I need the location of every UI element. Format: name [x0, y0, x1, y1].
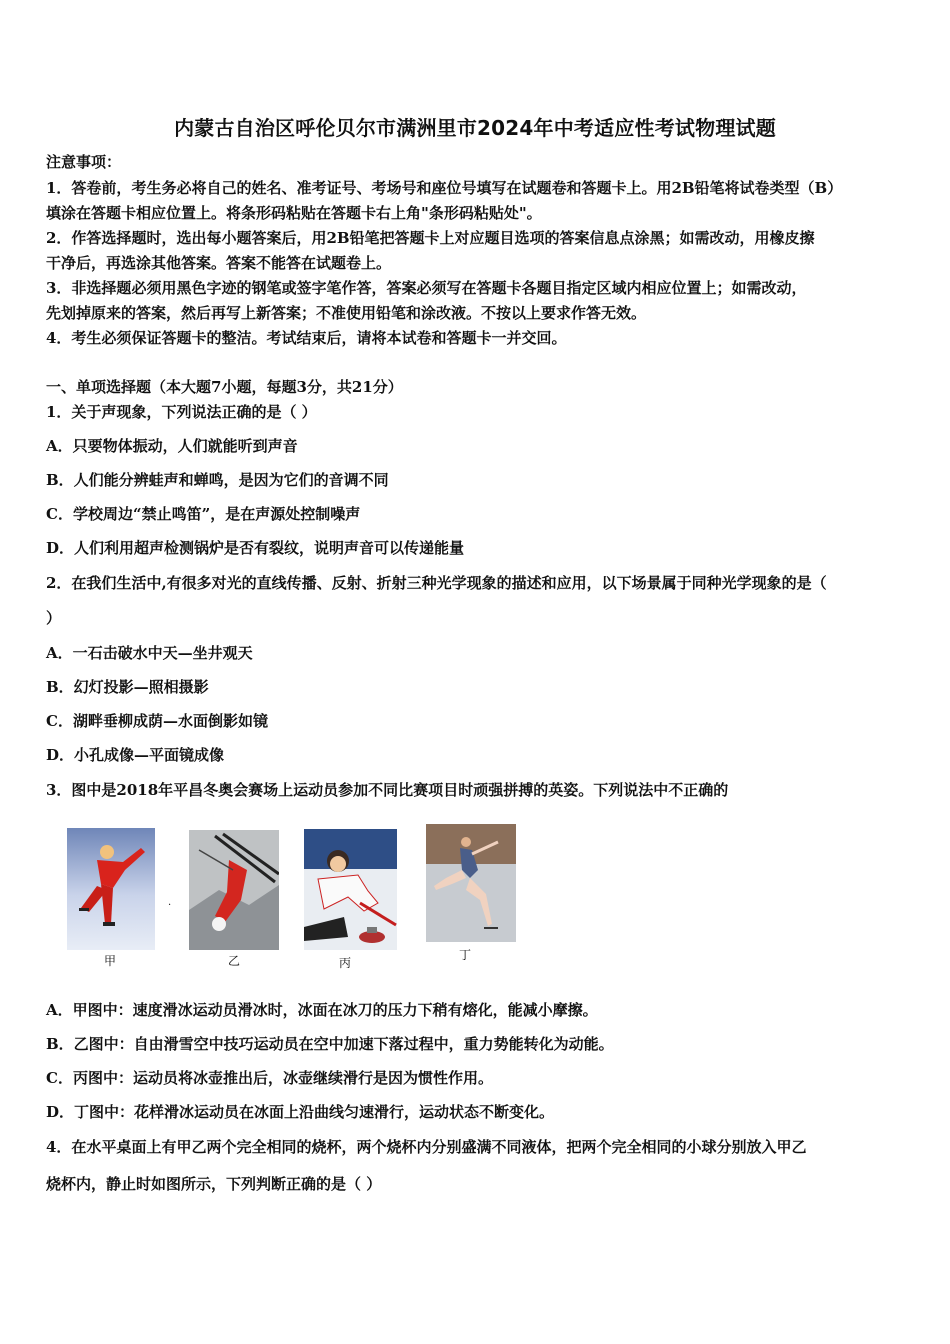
curling-photo: [304, 829, 397, 950]
option-d: D．人们利用超声检测锅炉是否有裂纹，说明声音可以传递能量: [46, 539, 465, 557]
question-3-stem: 3．图中是2018年平昌冬奥会赛场上运动员参加不同比赛项目时顽强拼搏的英姿。下列说法中不正确的: [46, 781, 729, 799]
option-c: C．湖畔垂柳成荫—水面倒影如镜: [46, 712, 268, 730]
aerial-skier-photo: [189, 830, 279, 950]
option-a: A．只要物体振动，人们就能听到声音: [46, 437, 298, 455]
option-d: D．丁图中：花样滑冰运动员在冰面上沿曲线匀速滑行，运动状态不断变化。: [46, 1103, 555, 1121]
option-b: B．幻灯投影—照相摄影: [46, 678, 209, 696]
figure-skater-photo: [426, 824, 516, 942]
notice-line: 填涂在答题卡相应位置上。将条形码粘贴在答题卡右上角"条形码粘贴处"。: [46, 204, 542, 222]
notice-heading: 注意事项：: [46, 153, 122, 171]
option-b: B．人们能分辨蛙声和蝉鸣，是因为它们的音调不同: [46, 471, 389, 489]
question-2-stem: 2．在我们生活中,有很多对光的直线传播、反射、折射三种光学现象的描述和应用，以下场景属于同种光学现象的是（: [46, 574, 827, 592]
speed-skater-photo: [67, 828, 155, 950]
notice-line: 1．答卷前，考生务必将自己的姓名、准考证号、考场号和座位号填写在试题卷和答题卡上。用2B铅笔将试卷类型（B）: [46, 179, 843, 197]
option-a: A．甲图中：速度滑冰运动员滑冰时，冰面在冰刀的压力下稍有熔化，能减小摩擦。: [46, 1001, 598, 1019]
question-2-stem-cont: ）: [46, 609, 62, 627]
option-d: D．小孔成像—平面镜成像: [46, 746, 225, 764]
option-c: C．学校周边“禁止鸣笛”，是在声源处控制噪声: [46, 505, 361, 523]
option-b: B．乙图中：自由滑雪空中技巧运动员在空中加速下落过程中，重力势能转化为动能。: [46, 1035, 614, 1053]
notice-line: 4．考生必须保证答题卡的整洁。考试结束后，请将本试卷和答题卡一并交回。: [46, 329, 567, 347]
notice-line: 2．作答选择题时，选出每小题答案后，用2B铅笔把答题卡上对应题目选项的答案信息点涂黑；如需改动，用橡皮擦: [46, 229, 815, 247]
figure-caption-jia: 甲: [103, 954, 116, 968]
option-c: C．丙图中：运动员将冰壶推出后，冰壶继续滑行是因为惯性作用。: [46, 1069, 493, 1087]
figure-caption-bing: 丙: [338, 956, 351, 970]
question-4-stem: 4．在水平桌面上有甲乙两个完全相同的烧杯，两个烧杯内分别盛满不同液体，把两个完全相同的小球分别放入甲乙: [46, 1138, 807, 1156]
stray-dot: .: [168, 897, 172, 908]
notice-line: 干净后，再选涂其他答案。答案不能答在试题卷上。: [46, 254, 392, 272]
notice-line: 3．非选择题必须用黑色字迹的钢笔或签字笔作答，答案必须写在答题卡各题目指定区域内相应位置上；如需改动，: [46, 279, 807, 297]
question-4-stem-cont: 烧杯内，静止时如图所示，下列判断正确的是（ ）: [46, 1175, 382, 1193]
page-title: 内蒙古自治区呼伦贝尔市满洲里市2024年中考适应性考试物理试题: [174, 116, 776, 140]
figure-caption-yi: 乙: [227, 954, 240, 968]
option-a: A．一石击破水中天—坐井观天: [46, 644, 253, 662]
figure-caption-ding: 丁: [458, 948, 471, 962]
question-1-stem: 1．关于声现象，下列说法正确的是（ ）: [46, 403, 317, 421]
notice-line: 先划掉原来的答案，然后再写上新答案；不准使用铅笔和涂改液。不按以上要求作答无效。: [46, 304, 647, 322]
section-heading: 一、单项选择题（本大题7小题，每题3分，共21分）: [46, 378, 403, 396]
